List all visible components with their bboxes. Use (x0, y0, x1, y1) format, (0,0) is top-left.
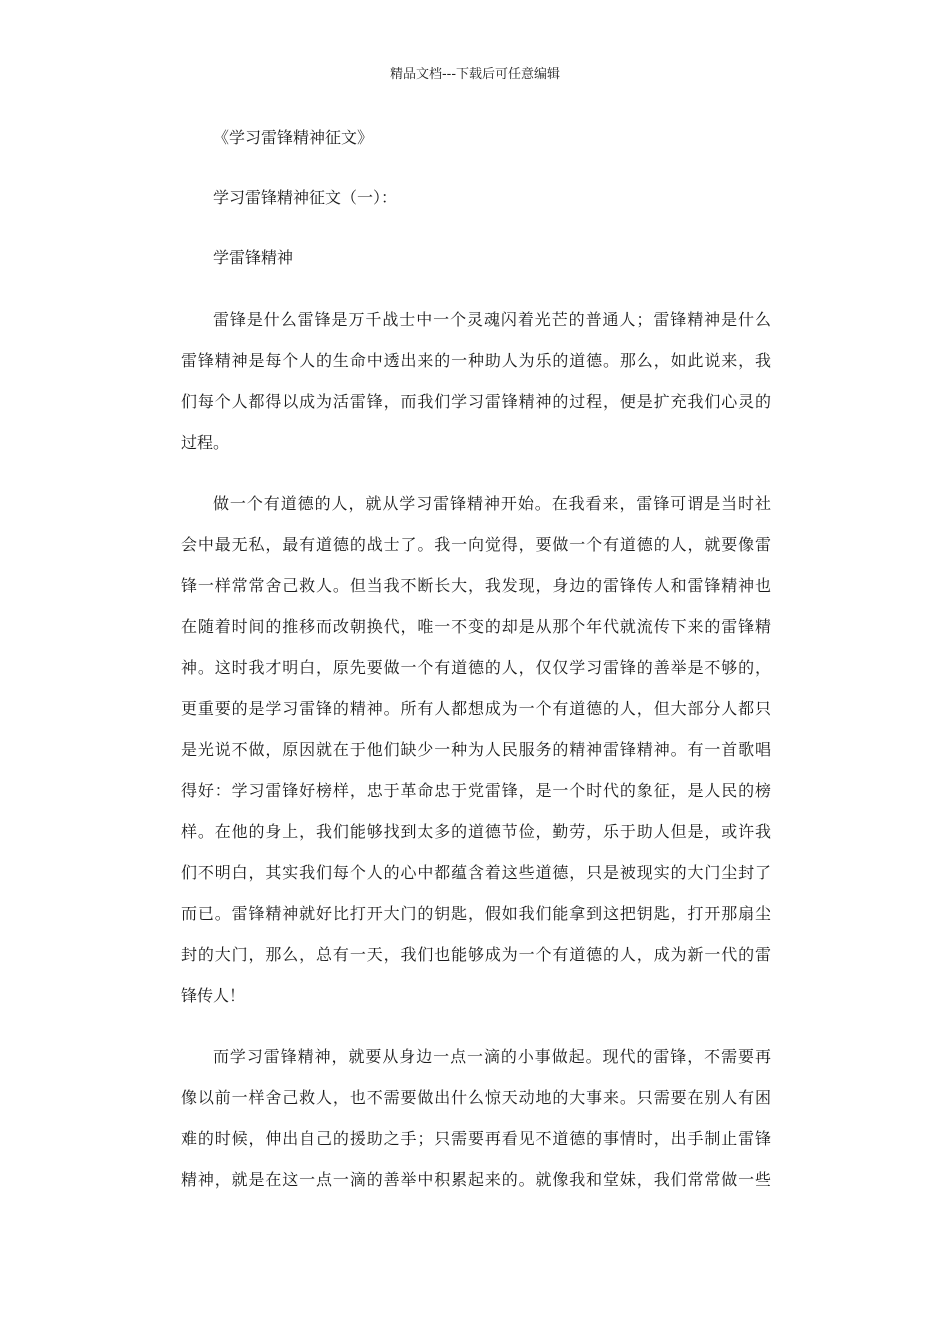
page-header: 精品文档---下载后可任意编辑 (389, 67, 561, 82)
paragraph-2-line-3: 锋一样常常舍己救人。但当我不断长大，我发现，身边的雷锋传人和雷锋精神也 (181, 576, 771, 595)
paragraph-2-line-13: 锋传人！ (181, 986, 246, 1005)
paragraph-2-line-9: 样。在他的身上，我们能够找到太多的道德节俭，勤劳，乐于助人但是，或许我 (181, 822, 771, 841)
paragraph-2-line-8: 得好：学习雷锋好榜样，忠于革命忠于党雷锋，是一个时代的象征，是人民的榜 (181, 781, 771, 800)
paragraph-2-line-11: 而已。雷锋精神就好比打开大门的钥匙，假如我们能拿到这把钥匙，打开那扇尘 (181, 904, 771, 923)
document-subtitle: 学习雷锋精神征文（一）： (213, 188, 398, 207)
paragraph-2-line-2: 会中最无私，最有道德的战士了。我一向觉得，要做一个有道德的人，就要像雷 (181, 535, 771, 554)
section-heading: 学雷锋精神 (213, 248, 294, 267)
paragraph-2-line-6: 更重要的是学习雷锋的精神。所有人都想成为一个有道德的人，但大部分人都只 (181, 699, 771, 718)
paragraph-2-line-5: 神。这时我才明白，原先要做一个有道德的人，仅仅学习雷锋的善举是不够的， (181, 658, 771, 677)
paragraph-1-line-1: 雷锋是什么雷锋是万千战士中一个灵魂闪着光芒的普通人；雷锋精神是什么 (213, 310, 771, 329)
paragraph-2-line-10: 们不明白，其实我们每个人的心中都蕴含着这些道德，只是被现实的大门尘封了 (181, 863, 771, 882)
paragraph-1-line-2: 雷锋精神是每个人的生命中透出来的一种助人为乐的道德。那么，如此说来，我 (181, 351, 771, 370)
paragraph-3-line-3: 难的时候，伸出自己的援助之手；只需要再看见不道德的事情时，出手制止雷锋 (181, 1129, 771, 1148)
paragraph-3-line-4: 精神，就是在这一点一滴的善举中积累起来的。就像我和堂妹，我们常常做一些 (181, 1170, 771, 1189)
paragraph-3-line-1: 而学习雷锋精神，就要从身边一点一滴的小事做起。现代的雷锋，不需要再 (213, 1047, 771, 1066)
paragraph-1-line-4: 过程。 (181, 433, 230, 452)
paragraph-3-line-2: 像以前一样舍己救人，也不需要做出什么惊天动地的大事来。只需要在别人有困 (181, 1088, 771, 1107)
paragraph-2-line-12: 封的大门，那么，总有一天，我们也能够成为一个有道德的人，成为新一代的雷 (181, 945, 771, 964)
paragraph-2-line-4: 在随着时间的推移而改朝换代，唯一不变的却是从那个年代就流传下来的雷锋精 (181, 617, 771, 636)
document-title: 《学习雷锋精神征文》 (213, 128, 374, 147)
paragraph-2-line-7: 是光说不做，原因就在于他们缺少一种为人民服务的精神雷锋精神。有一首歌唱 (181, 740, 771, 759)
paragraph-2-line-1: 做一个有道德的人，就从学习雷锋精神开始。在我看来，雷锋可谓是当时社 (213, 494, 771, 513)
paragraph-1-line-3: 们每个人都得以成为活雷锋，而我们学习雷锋精神的过程，便是扩充我们心灵的 (181, 392, 771, 411)
